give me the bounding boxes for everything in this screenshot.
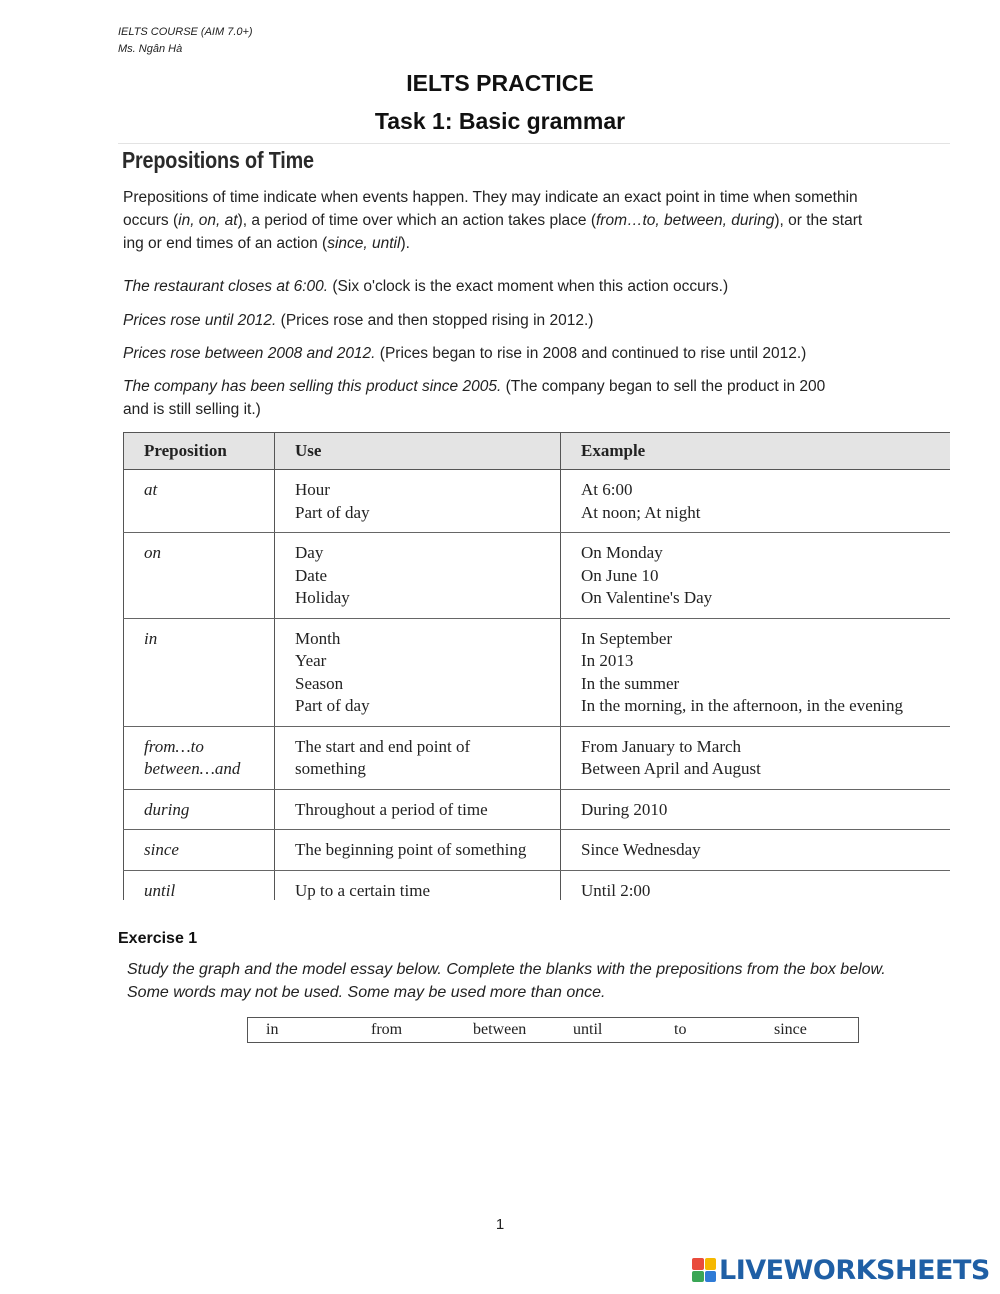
cell-line: Month — [295, 628, 341, 648]
cell-line: in — [144, 628, 158, 648]
course-name: IELTS COURSE (AIM 7.0+) — [118, 26, 253, 38]
example-cell — [561, 830, 951, 871]
example-cell — [561, 470, 951, 533]
cell-line: On Valentine's Day — [581, 588, 713, 607]
use-cell — [275, 618, 561, 726]
table-row — [124, 789, 951, 830]
brand-name: LIVEWORKSHEETS — [719, 1254, 990, 1286]
page-title: IELTS PRACTICE — [406, 70, 594, 96]
cell-line: At 6:00 — [581, 480, 633, 499]
cell-line: Hour — [295, 480, 330, 499]
table-header-row — [124, 433, 951, 470]
cell-line: Day — [295, 543, 324, 562]
intro-paragraph — [123, 186, 950, 255]
cell-line: In the morning, in the afternoon, in the evening — [581, 696, 903, 715]
cell-line: between…and — [144, 759, 241, 778]
table-row — [124, 470, 951, 533]
cell-line: Season — [295, 673, 344, 693]
cell-line: on — [144, 543, 161, 562]
page-number: 1 — [495, 1216, 505, 1233]
cell-line: In the summer — [581, 673, 680, 693]
word-option: between — [473, 1021, 527, 1038]
cell-line: Up to a certain time — [295, 880, 431, 900]
use-cell — [275, 870, 561, 900]
cell-line: In 2013 — [581, 651, 634, 670]
column-header-example: Example — [561, 433, 951, 470]
use-cell — [275, 789, 561, 830]
table-row — [124, 830, 951, 871]
prepositions-table — [123, 432, 950, 900]
cell-line: from…to — [144, 736, 204, 756]
cell-line: Until 2:00 — [581, 880, 651, 900]
preposition-cell — [124, 870, 275, 900]
word-option: until — [573, 1021, 603, 1038]
preposition-cell — [124, 789, 275, 830]
example-cell — [561, 870, 951, 900]
use-cell — [275, 726, 561, 789]
liveworksheets-logo — [692, 1255, 990, 1285]
cell-line: during — [144, 799, 190, 819]
cell-line: In September — [581, 628, 673, 648]
preposition-cell — [124, 470, 275, 533]
example-sentence: The restaurant closes at 6:00. (Six o'clock is the exact moment when this action occurs.) — [123, 278, 729, 295]
intro-line-2: occurs (in, on, at), a period of time over which an action takes place (from…to, between, during), or the start — [123, 212, 863, 229]
cell-line: something — [295, 759, 366, 778]
preposition-cell — [124, 830, 275, 871]
example-sentence: The company has been selling this product since 2005. (The company began to sell the product in 200 and is still selling it.) — [123, 378, 826, 418]
word-option: since — [774, 1021, 807, 1038]
cell-line: At noon; At night — [581, 502, 701, 522]
cell-line: The start and end point of — [295, 736, 471, 756]
table-row — [124, 618, 951, 726]
cell-line: Holiday — [295, 588, 350, 607]
cell-line: During 2010 — [581, 799, 668, 819]
cell-line: Throughout a period of time — [295, 799, 488, 819]
cell-line: Part of day — [295, 696, 370, 715]
example-sentence: Prices rose between 2008 and 2012. (Prices began to rise in 2008 and continued to rise until 2012.) — [123, 345, 807, 362]
use-cell — [275, 830, 561, 871]
cell-line: From January to March — [581, 736, 742, 756]
column-header-preposition: Preposition — [124, 433, 275, 470]
word-option: from — [371, 1021, 403, 1038]
word-box — [247, 1017, 859, 1043]
cell-line: On Monday — [581, 543, 663, 562]
preposition-cell — [124, 533, 275, 619]
page-subtitle: Task 1: Basic grammar — [374, 108, 626, 134]
cell-line: until — [144, 880, 176, 900]
word-option: in — [266, 1021, 279, 1038]
exercise-heading: Exercise 1 — [118, 930, 198, 947]
grammar-reference-scan — [118, 144, 950, 900]
preposition-cell — [124, 618, 275, 726]
document-header — [118, 24, 253, 58]
use-cell — [275, 470, 561, 533]
table-row — [124, 533, 951, 619]
example-cell — [561, 533, 951, 619]
logo-mark-icon — [692, 1258, 716, 1282]
example-cell — [561, 789, 951, 830]
intro-line-1: Prepositions of time indicate when events happen. They may indicate an exact point in time when somethin — [123, 189, 858, 206]
use-cell — [275, 533, 561, 619]
cell-line: Year — [295, 651, 327, 670]
table-row — [124, 870, 951, 900]
cell-line: Date — [295, 565, 328, 585]
word-option: to — [674, 1021, 687, 1038]
cell-line: Since Wednesday — [581, 840, 701, 859]
cell-line: since — [144, 840, 179, 859]
example-cell — [561, 618, 951, 726]
column-header-use: Use — [275, 433, 561, 470]
cell-line: The beginning point of something — [295, 840, 527, 859]
cell-line: Between April and August — [581, 759, 761, 778]
section-heading: Prepositions of Time — [122, 147, 314, 173]
cell-line: Part of day — [295, 502, 370, 522]
example-sentence: Prices rose until 2012. (Prices rose and then stopped rising in 2012.) — [123, 312, 594, 329]
cell-line: On June 10 — [581, 565, 659, 585]
cell-line: at — [144, 480, 158, 499]
example-cell — [561, 726, 951, 789]
teacher-name: Ms. Ngân Hà — [118, 43, 183, 55]
preposition-cell — [124, 726, 275, 789]
exercise-instructions: Study the graph and the model essay below. Complete the blanks with the prepositions from the box below. Some words may not be used. Some may be used more than once. — [127, 961, 886, 1001]
intro-line-3: ing or end times of an action (since, until). — [123, 235, 410, 252]
table-row — [124, 726, 951, 789]
